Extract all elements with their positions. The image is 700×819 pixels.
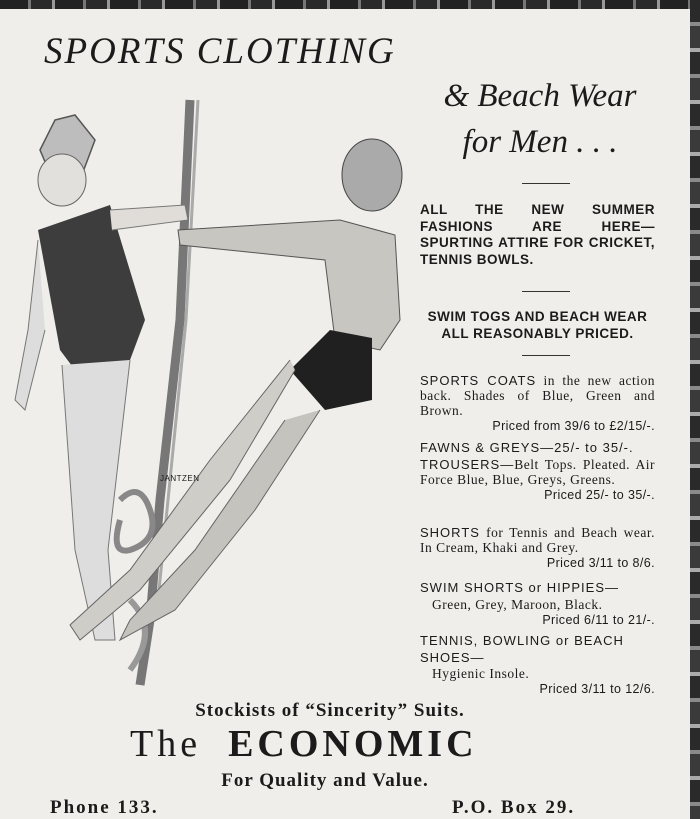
item-subhead: TROUSERS— — [420, 456, 515, 472]
item-sports-coats — [420, 373, 655, 435]
item-head: SHORTS — [420, 525, 480, 540]
item-shoes — [420, 633, 655, 698]
headline-line-beach: & Beach Wear — [443, 78, 637, 114]
item-body: in the new action back. Shades of Blue, Green and Brown. — [420, 373, 655, 418]
phone-number: Phone 133. — [50, 797, 159, 818]
store-name — [130, 722, 478, 766]
item-price: Priced 3/11 to 12/6. — [539, 682, 655, 696]
man-swim-trunks — [290, 330, 372, 410]
headline-sports-clothing: SPORTS CLOTHING — [44, 31, 396, 72]
store-name-the: The — [130, 723, 202, 765]
item-swim-shorts — [420, 580, 655, 628]
divider — [522, 355, 570, 356]
item-price: Priced from 39/6 to £2/15/-. — [492, 419, 655, 433]
item-price: Priced 3/11 to 8/6. — [546, 556, 655, 570]
item-body: Hygienic Insole. — [432, 666, 530, 681]
item-head: TENNIS, BOWLING or BEACH SHOES— — [420, 633, 624, 665]
woman-swimsuit — [38, 205, 145, 370]
item-body: for Tennis and Beach wear. In Cream, Khaki and Grey. — [420, 525, 655, 555]
stockists-line: Stockists of “Sincerity” Suits. — [195, 700, 465, 721]
divider — [522, 291, 570, 292]
item-price: Priced 25/- to 35/-. — [544, 487, 655, 502]
item-head: SPORTS COATS — [420, 373, 537, 388]
item-body: Green, Grey, Maroon, Black. — [432, 596, 603, 612]
swim-note: SWIM TOGS AND BEACH WEAR ALL REASONABLY PRICED. — [427, 309, 648, 341]
item-trousers — [420, 440, 655, 503]
intro-copy: ALL THE NEW SUMMER FASHIONS ARE HERE—SPURTING ATTIRE FOR CRICKET, TENNIS BOWLS. — [420, 202, 655, 267]
item-head: SWIM SHORTS or HIPPIES— — [420, 580, 620, 595]
swimmers-illustration — [0, 80, 420, 700]
store-name-economic: ECONOMIC — [228, 723, 478, 765]
tagline: For Quality and Value. — [221, 770, 429, 791]
item-price: Priced 6/11 to 21/-. — [542, 612, 655, 627]
illustration-credit: JANTZEN — [160, 474, 200, 483]
headline-line-for-men: for Men . . . — [462, 124, 618, 160]
item-body: Belt Tops. Pleated. Air Force Blue, Blue, Greys, Greens. — [420, 456, 655, 487]
divider — [522, 183, 570, 184]
item-shorts — [420, 525, 655, 572]
top-border — [0, 0, 700, 9]
headline-beach-wear — [424, 73, 656, 165]
right-border — [690, 0, 700, 819]
item-head: FAWNS & GREYS—25/- to 35/-. — [420, 440, 634, 455]
po-box: P.O. Box 29. — [452, 797, 576, 818]
